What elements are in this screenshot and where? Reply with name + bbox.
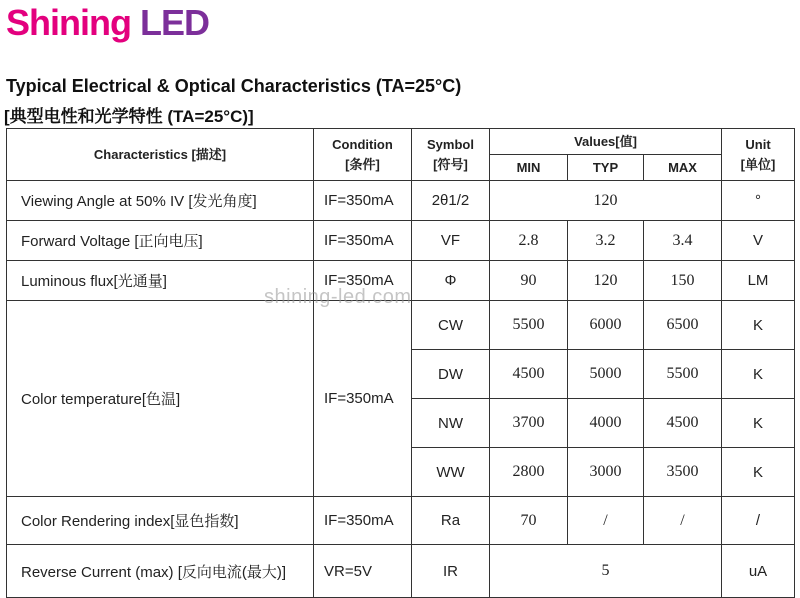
row-min: 2800 [490,448,568,497]
watermark: shining-led.com [264,286,412,308]
logo [6,2,209,44]
header-unit-label: Unit [745,136,771,152]
header-typ: TYP [568,155,644,181]
page-subtitle: [典型电性和光学特性 (TA=25°C)] [4,107,254,126]
row-max: 3500 [644,448,722,497]
table-row-color-temp-cw [7,301,795,350]
row-symbol: Φ [412,261,490,301]
row-typ: 4000 [568,399,644,448]
row-max: 4500 [644,399,722,448]
row-symbol: NW [412,399,490,448]
row-symbol: CW [412,301,490,350]
row-value: 5 [490,545,722,598]
header-symbol-cn: [符号] [433,156,468,172]
row-unit: V [722,221,795,261]
row-typ: 5000 [568,350,644,399]
row-symbol: IR [412,545,490,598]
row-label: Color Rendering index[显色指数] [7,497,314,545]
row-unit: K [722,399,795,448]
row-unit: uA [722,545,795,598]
row-symbol: 2θ1/2 [412,181,490,221]
logo-word-shining: Shining [6,2,131,43]
row-min: 2.8 [490,221,568,261]
spec-table [6,128,795,598]
row-unit: LM [722,261,795,301]
row-max: 5500 [644,350,722,399]
row-condition: IF=350mA [314,221,412,261]
row-label: Viewing Angle at 50% IV [发光角度] [7,181,314,221]
page-title: Typical Electrical & Optical Characteristics (TA=25°C) [6,76,462,96]
header-characteristics: Characteristics [描述] [7,129,314,181]
row-condition: IF=350mA [314,181,412,221]
row-condition: VR=5V [314,545,412,598]
row-max: 6500 [644,301,722,350]
header-unit [722,129,795,181]
row-min: 3700 [490,399,568,448]
header-condition-cn: [条件] [345,156,380,172]
row-symbol: DW [412,350,490,399]
logo-word-led: LED [140,2,209,43]
row-unit: K [722,301,795,350]
row-value: 120 [490,181,722,221]
row-min: 70 [490,497,568,545]
row-max: 3.4 [644,221,722,261]
row-symbol: Ra [412,497,490,545]
row-min: 4500 [490,350,568,399]
row-label: Luminous flux[光通量] [7,261,314,301]
header-symbol-label: Symbol [427,136,474,152]
row-unit: K [722,350,795,399]
row-typ: 3000 [568,448,644,497]
header-unit-cn: [单位] [740,156,776,172]
row-typ: / [568,497,644,545]
row-condition: IF=350mA [314,497,412,545]
table-row-cri [7,497,795,545]
row-symbol: WW [412,448,490,497]
row-typ: 6000 [568,301,644,350]
table-row-viewing-angle [7,181,795,221]
row-label: Forward Voltage [正向电压] [7,221,314,261]
row-min: 90 [490,261,568,301]
row-max: / [644,497,722,545]
header-max: MAX [644,155,722,181]
row-typ: 3.2 [568,221,644,261]
row-typ: 120 [568,261,644,301]
row-label-color-temperature: Color temperature[色温] [7,301,314,497]
row-condition-color-temperature: IF=350mA [314,301,412,497]
row-symbol: VF [412,221,490,261]
table-row-reverse-current [7,545,795,598]
row-condition: IF=350mA [314,261,412,301]
header-min: MIN [490,155,568,181]
header-values: Values[值] [490,129,722,155]
table-row-forward-voltage [7,221,795,261]
row-label: Reverse Current (max) [反向电流(最大)] [7,545,314,598]
row-unit: K [722,448,795,497]
row-unit: ° [722,181,795,221]
header-condition [314,129,412,181]
header-condition-label: Condition [332,136,393,152]
table-row-luminous-flux [7,261,795,301]
row-min: 5500 [490,301,568,350]
header-symbol [412,129,490,181]
row-unit: / [722,497,795,545]
row-max: 150 [644,261,722,301]
